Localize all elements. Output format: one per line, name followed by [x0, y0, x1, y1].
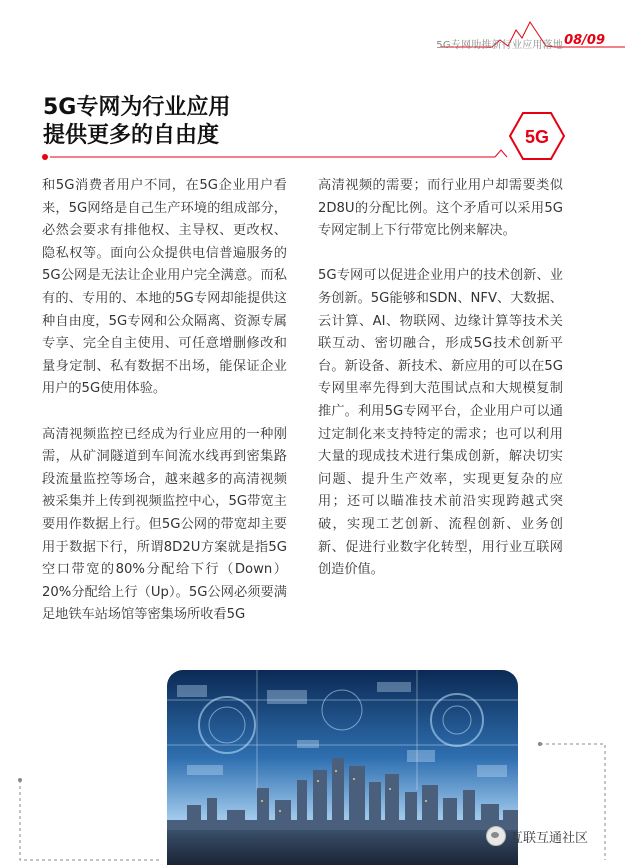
header-title: 5G专网助推新行业应用落地 [436, 40, 563, 51]
paragraph-left-1: 和5G消费者用户不同，在5G企业用户看来，5G网络是自己生产环境的组成部分，必然会要求有排他权、主导权、更改权、隐私权等。面向公众提供电信普遍服务的5G公网是无法让企业用户完全满意。而私有的、专用的、本地的5G专网却能提供这种自由度，5G专网和公众隔离、资源专属专享、完全自主使用、可任意增删修改和量身定制、私有数据不出场，能保证企业用户的5G使用体验。 [42, 178, 287, 397]
watermark-text: 互联互通社区 [510, 830, 589, 846]
article-title-line2: 提供更多的自由度 [43, 123, 220, 148]
right-column [318, 175, 563, 604]
badge-label: 5G [524, 127, 550, 147]
wechat-watermark [486, 826, 588, 846]
paragraph-right-1: 高清视频的需要；而行业用户却需要类似2D8U的分配比例。这个矛盾可以采用5G专网定制上下行带宽比例来解决。 [318, 178, 563, 239]
paragraph-right-2: 5G专网可以促进企业用户的技术创新、业务创新。5G能够和SDN、NFV、大数据、云计算、AI、物联网、边缘计算等技术关联互动、密切融合，形成5G技术创新平台。新设备、新技术、新应用的可以在5G专网里率先得到大范围试点和大规模复制推广。利用5G专网平台，企业用户可以通过定制化来支持特定的需求；也可以利用大量的现成技术进行集成创新，解决切实问题、提升生产效率，实现更复杂的应用；还可以瞄准技术前沿实现跨越式突破，实现工艺创新、流程创新、业务创新、促进行业数字化转型，用行业互联网创造价值。 [318, 268, 563, 578]
article-title-line1: 5G专网为行业应用 [43, 95, 231, 120]
paragraph-left-2: 高清视频监控已经成为行业应用的一种刚需，从矿洞隧道到车间流水线再到密集路段流量监控等场合，越来越多的高清视频被采集并上传到视频监控中心，5G带宽主要用作数据上行。但5G公网的带宽却主要用于数据下行，所谓8D2U方案就是指5G空口带宽的80%分配给下行（Down）20%分配给上行（Up）。5G公网必须要满足地铁车站场馆等密集场所收看5G [42, 426, 287, 623]
city-tech-image [167, 670, 518, 865]
page-number: 08/09 [564, 33, 605, 48]
wechat-icon [486, 826, 506, 846]
hexagon-icon [508, 111, 566, 161]
left-column [42, 175, 287, 649]
city-skyline-illustration [167, 670, 518, 865]
5g-badge [508, 111, 566, 161]
